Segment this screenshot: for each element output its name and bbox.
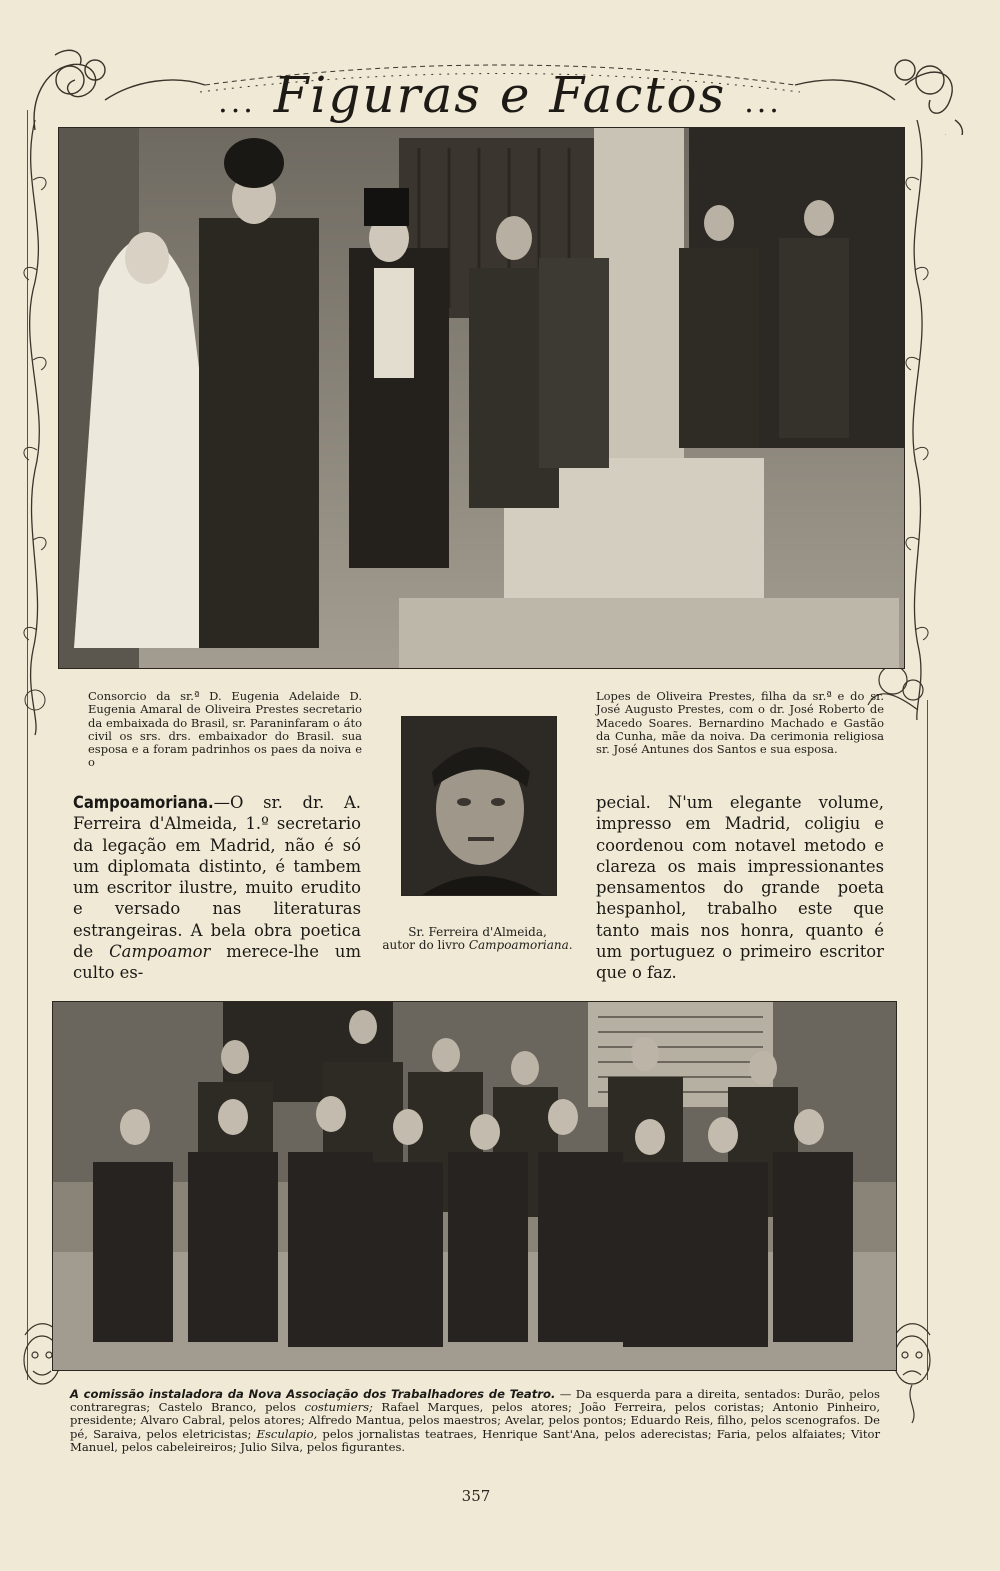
- left-vine-ornament: [15, 120, 55, 740]
- article-heading: Campoamoriana.: [73, 793, 214, 812]
- title-text: Figuras e Factos: [273, 66, 727, 124]
- portrait-caption-line1: Sr. Ferreira d'Almeida,: [408, 925, 547, 939]
- article-left-tail: merece-lhe um culto es-: [73, 942, 361, 983]
- frame-right-border: [927, 700, 928, 1380]
- group-caption-text2: Rafael Marques, pelos atores; João Ferreira, pelos coristas; Antonio Pinheiro, presidente; Alvaro Cabral, pelos atores; Alfredo Mantua, pelos maestros; Avelar, pelos pontos; Eduardo Reis, filho, pelos scenografos. De pé, Saraiva, pelos eletricistas;: [70, 1400, 880, 1441]
- group-caption-lead: A comissão instaladora da Nova Associação dos Trabalhadores de Teatro.: [70, 1387, 556, 1401]
- group-caption: [70, 1388, 880, 1454]
- title-dots-left: ...: [218, 85, 256, 120]
- page-title: [218, 66, 782, 124]
- wedding-caption-left: Consorcio da sr.ª D. Eugenia Adelaide D. Eugenia Amaral de Oliveira Prestes secretario da embaixada do Brasil, sr. Paraninfaram o áto civil os srs. drs. embaixador do Brasil. sua esposa e a foram padrinhos os paes da noiva e o: [88, 689, 362, 770]
- portrait-caption-book: Campoamoriana.: [468, 938, 573, 952]
- page-number: 357: [461, 1487, 491, 1505]
- article-right-column: pecial. N'um elegante volume, impresso em Madrid, coligiu e coordenou com notavel metodo e clareza os mais impressionantes pensamentos do grande poeta hespanhol, trabalho este que tanto mais nos honra, quanto é um portuguez o primeiro escritor que o faz.: [596, 793, 884, 983]
- wedding-caption-right: Lopes de Oliveira Prestes, filha da sr.ª e do sr. José Augusto Prestes, com o dr. José Roberto de Macedo Soares. Bernardino Machado e Gastão da Cunha, mãe da noiva. Da cerimonia religiosa sr. José Antunes dos Santos e sua esposa.: [596, 689, 884, 757]
- group-caption-text3: pelos jornalistas teatraes, Henrique Sant'Ana, pelos aderecistas; Faria, pelos alfaiates; Vitor Manuel, pelos cabeleireiros; Julio Silva, pelos figurantes.: [70, 1426, 881, 1454]
- article-left-italic: Campoamor: [109, 942, 211, 962]
- group-caption-italic2: Esculapio,: [256, 1426, 318, 1441]
- wedding-photo-illustration: [59, 128, 904, 668]
- portrait-photo: [401, 716, 557, 896]
- group-caption-text1: — Da esquerda para a direita, sentados: Durão, pelos contraregras; Castelo Branco, pelos: [70, 1387, 880, 1415]
- article-left-text: —O sr. dr. A. Ferreira d'Almeida, 1.º secretario da legação em Madrid, não é só um diplomata distinto, é tambem um escritor ilustre, muito erudito e versado nas literaturas estrangeiras. A bela obra poetica de: [73, 793, 361, 962]
- title-dots-right: ...: [744, 85, 782, 120]
- group-photo-illustration: [53, 1002, 896, 1370]
- portrait-illustration: [402, 717, 556, 895]
- article-left-column: [73, 792, 361, 984]
- portrait-caption-author: autor do livro: [382, 938, 465, 952]
- theatre-workers-group-photo: [52, 1001, 897, 1371]
- portrait-caption: [380, 926, 575, 952]
- wedding-photo: [58, 127, 905, 669]
- portrait-caption-line2: [380, 939, 575, 952]
- header: [150, 60, 850, 130]
- group-caption-italic1: costumiers;: [304, 1400, 373, 1415]
